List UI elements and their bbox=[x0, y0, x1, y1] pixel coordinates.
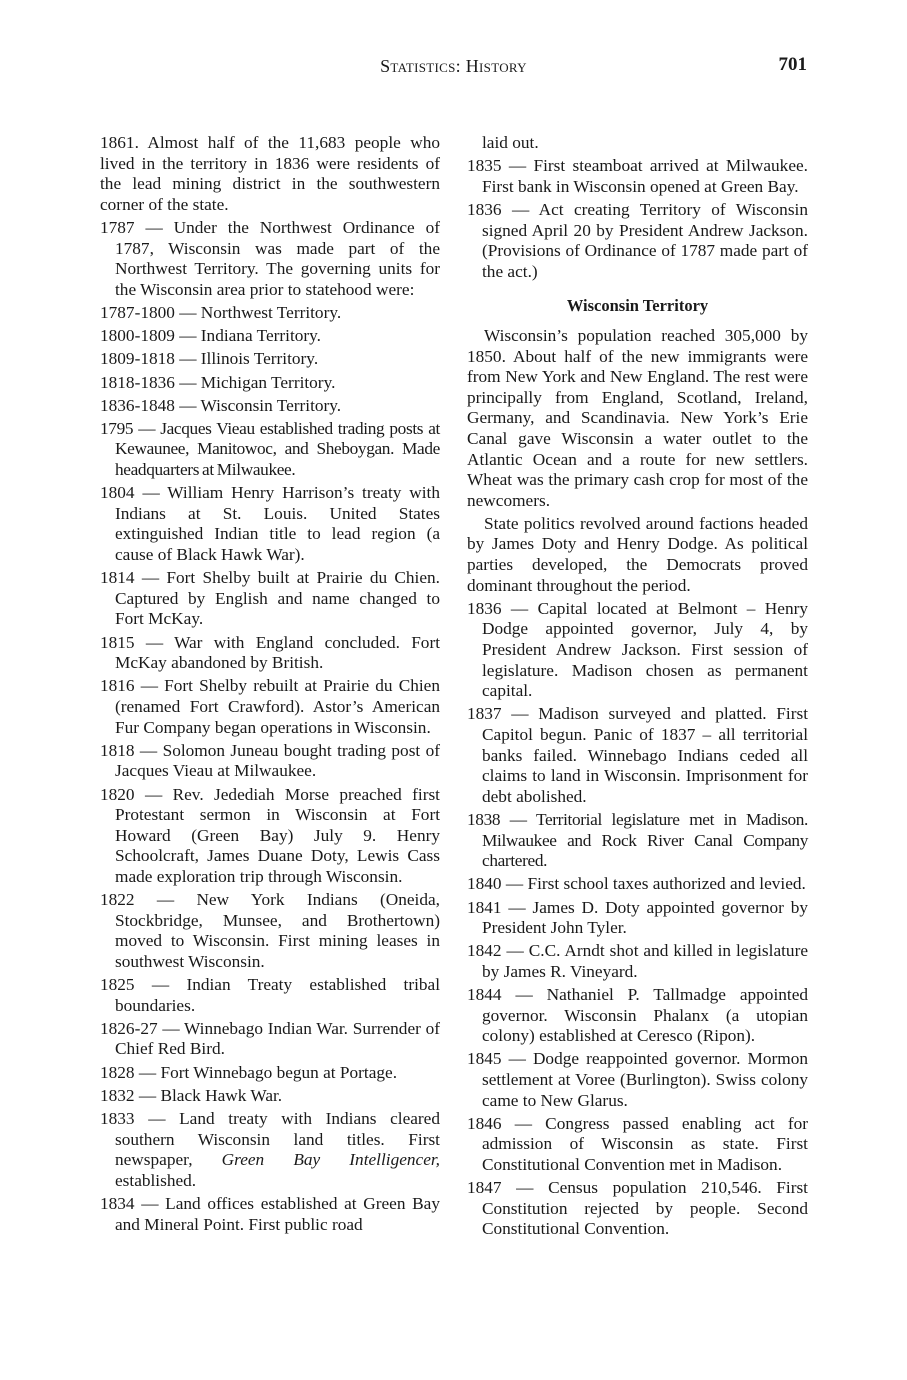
entry-1825: 1825 — Indian Treaty established tribal boundaries. bbox=[100, 975, 440, 1015]
right-column bbox=[467, 133, 808, 1243]
governing-unit: 1818-1836 — Michigan Territory. bbox=[100, 372, 336, 392]
governing-unit: 1836-1848 — Wisconsin Territory. bbox=[100, 395, 342, 415]
entry-1820: 1820 — Rev. Jedediah Morse preached first Protestant sermon in Wisconsin at Fort Howard (Green Bay) July 9. Henry Schoolcraft, James Duane Doty, Lewis Cass made exploration trip through Wisconsin. bbox=[100, 784, 440, 886]
entry-1833 bbox=[100, 1109, 440, 1191]
left-column bbox=[100, 133, 440, 1238]
entry-1840: 1840 — First school taxes authorized and levied. bbox=[467, 874, 806, 894]
entry-1818: 1818 — Solomon Juneau bought trading post of Jacques Vieau at Milwaukee. bbox=[100, 740, 440, 781]
newspaper-title: Green Bay Intelligencer, bbox=[221, 1150, 440, 1170]
entry-1847: 1847 — Census population 210,546. First Constitution rejected by people. Second Constitutional Convention. bbox=[467, 1178, 808, 1239]
governing-unit: 1800-1809 — Indiana Territory. bbox=[100, 326, 321, 346]
entry-1822: 1822 — New York Indians (Oneida, Stockbridge, Munsee, and Brothertown) moved to Wisconsin. First mining leases in southwest Wisconsin. bbox=[100, 890, 440, 971]
governing-unit: 1809-1818 — Illinois Territory. bbox=[100, 349, 319, 369]
entry-1816: 1816 — Fort Shelby rebuilt at Prairie du Chien (renamed Fort Crawford). Astor’s American Fur Company began operations in Wisconsin. bbox=[100, 676, 440, 737]
entry-1836-act: 1836 — Act creating Territory of Wisconsin signed April 20 by President Andrew Jackson. (Provisions of Ordinance of 1787 made part of the act.) bbox=[467, 199, 808, 281]
entry-1841: 1841 — James D. Doty appointed governor by President John Tyler. bbox=[467, 897, 808, 938]
governing-unit: 1787-1800 — Northwest Territory. bbox=[100, 302, 342, 322]
entry-1838: 1838 — Territorial legislature met in Madison. Milwaukee and Rock River Canal Company chartered. bbox=[467, 809, 808, 871]
entry-1828: 1828 — Fort Winnebago begun at Portage. bbox=[100, 1062, 398, 1082]
entry-1814: 1814 — Fort Shelby built at Prairie du Chien. Captured by English and name changed to Fort McKay. bbox=[100, 568, 440, 629]
entry-1835: 1835 — First steamboat arrived at Milwaukee. First bank in Wisconsin opened at Green Bay. bbox=[467, 156, 808, 196]
entry-1804: 1804 — William Henry Harrison’s treaty with Indians at St. Louis. United States extinguished Indian title to lead region (a cause of Black Hawk War). bbox=[100, 483, 440, 565]
page-number: 701 bbox=[778, 54, 807, 75]
section-paragraph: Wisconsin’s population reached 305,000 by 1850. About half of the new immigrants were from New York and New England. The rest were principally from England, Scotland, Ireland, Germany, and Scandinavia. New York’s Erie Canal gave Wisconsin a water outlet to the Atlantic Ocean and a route for new settlers. Wheat was the primary cash crop for most of the newcomers. bbox=[467, 325, 808, 510]
entry-1795: 1795 — Jacques Vieau established trading posts at Kewaunee, Manitowoc, and Sheboygan. Made headquarters at Milwaukee. bbox=[100, 418, 440, 480]
entry-1837: 1837 — Madison surveyed and platted. First Capitol begun. Panic of 1837 – all territorial banks failed. Winnebago Indians ceded all claims to land in Wisconsin. Imprisonment for debt abolished. bbox=[467, 704, 808, 806]
section-heading: Wisconsin Territory bbox=[566, 296, 709, 316]
entry-1787: 1787 — Under the Northwest Ordinance of 1787, Wisconsin was made part of the Northwest Territory. The governing units for the Wisconsin area prior to statehood were: bbox=[100, 217, 440, 299]
entry-1833-text: 1833 — Land treaty with Indians cleared southern Wisconsin land titles. First newspaper, bbox=[100, 1109, 440, 1170]
entry-1815: 1815 — War with England concluded. Fort McKay abandoned by British. bbox=[100, 632, 440, 673]
entry-1833-end: established. bbox=[115, 1170, 197, 1190]
continued-paragraph: 1861. Almost half of the 11,683 people who lived in the territory in 1836 were residents of the lead mining district in the southwestern corner of the state. bbox=[100, 133, 440, 214]
entry-1844: 1844 — Nathaniel P. Tallmadge appointed governor. Wisconsin Phalanx (a utopian colony) established at Ceresco (Ripon). bbox=[467, 985, 808, 1046]
entry-1845: 1845 — Dodge reappointed governor. Mormon settlement at Voree (Burlington). Swiss colony came to New Glarus. bbox=[467, 1049, 808, 1110]
entry-1846: 1846 — Congress passed enabling act for admission of Wisconsin as state. First Constitutional Convention met in Madison. bbox=[467, 1113, 808, 1175]
section-paragraph: State politics revolved around factions headed by James Doty and Henry Dodge. As political parties developed, the Democrats proved dominant throughout the period. bbox=[467, 513, 808, 595]
entry-1834: 1834 — Land offices established at Green Bay and Mineral Point. First public road bbox=[100, 1193, 440, 1234]
entry-1836-capital: 1836 — Capital located at Belmont – Henry Dodge appointed governor, July 4, by President Andrew Jackson. First session of legislature. Madison chosen as permanent capital. bbox=[467, 598, 808, 701]
running-title: Statistics: History bbox=[380, 56, 527, 76]
entry-1826-27: 1826-27 — Winnebago Indian War. Surrender of Chief Red Bird. bbox=[100, 1018, 440, 1059]
entry-1832: 1832 — Black Hawk War. bbox=[100, 1085, 283, 1105]
entry-1834-continued: laid out. bbox=[482, 133, 539, 152]
running-head bbox=[0, 56, 907, 80]
entry-1842: 1842 — C.C. Arndt shot and killed in legislature by James R. Vineyard. bbox=[467, 941, 808, 981]
